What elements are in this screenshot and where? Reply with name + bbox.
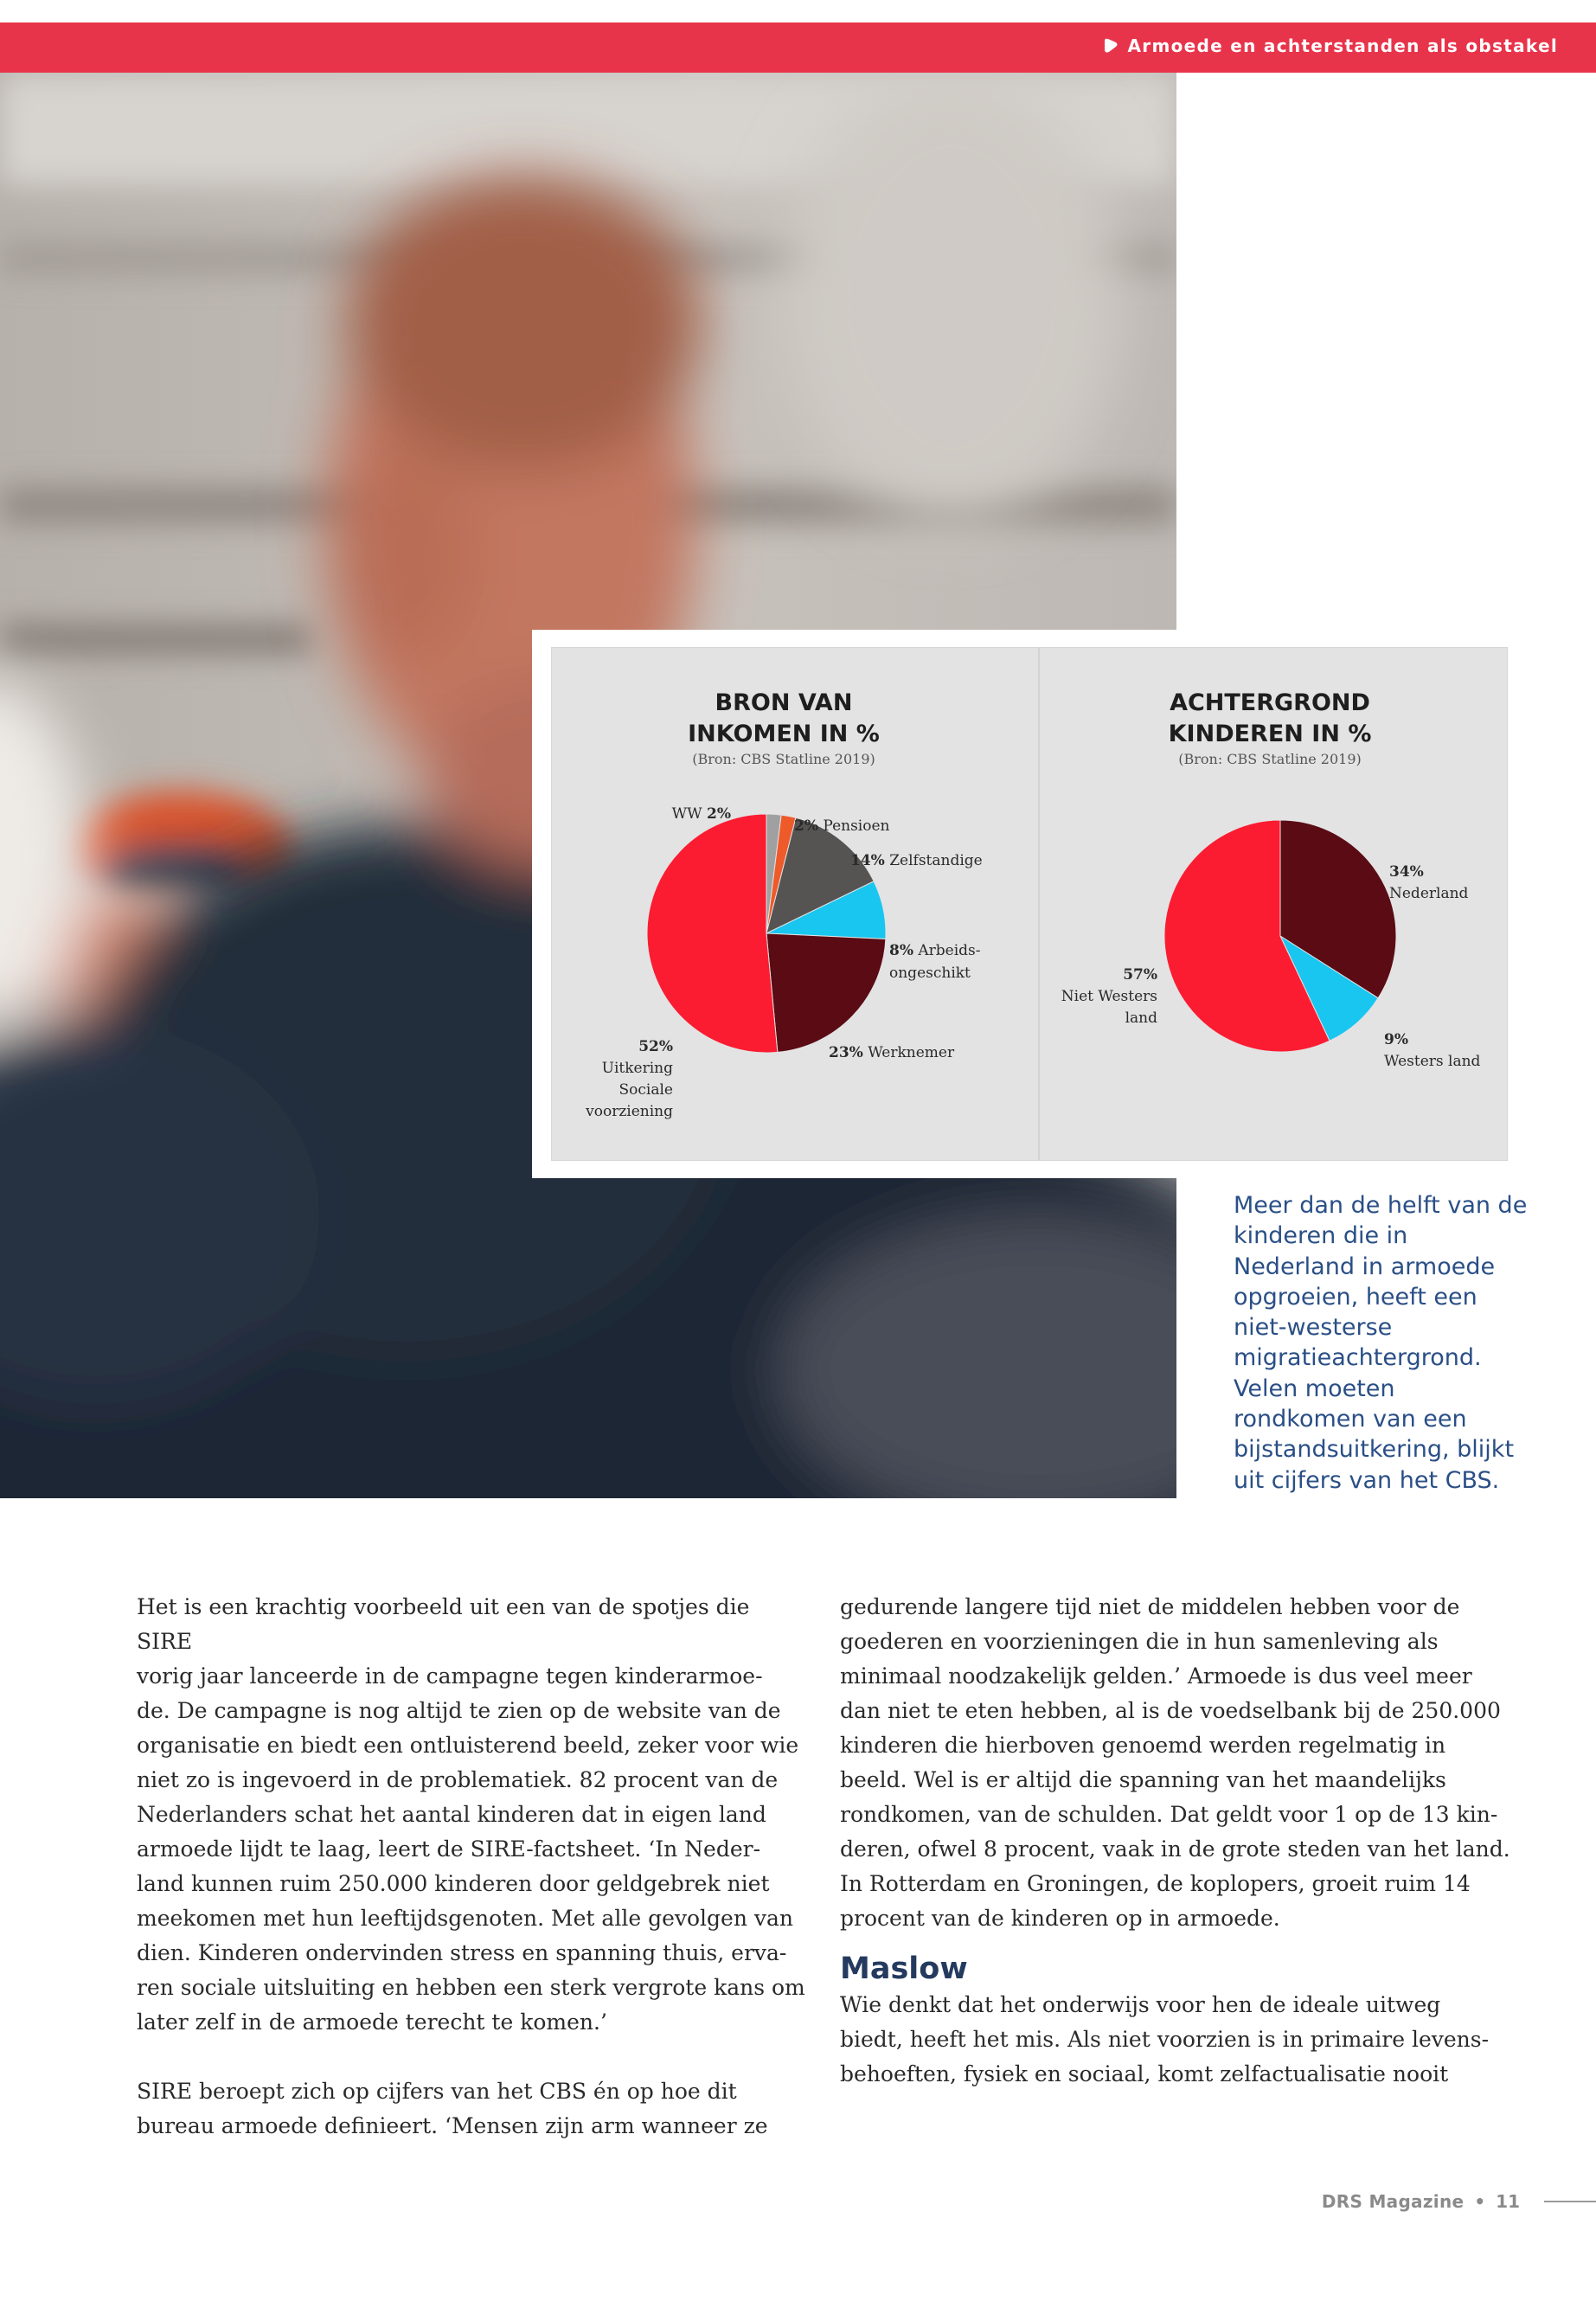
label-westers-value: 9% [1384,1031,1408,1048]
article-column-left [137,1590,811,2144]
page-footer [1322,2189,1596,2214]
section-title: Armoede en achterstanden als obstakel [1127,35,1558,56]
chart2-title-line2: KINDEREN IN % [1168,721,1372,747]
infographic-frame [532,630,1522,1178]
footer-separator: • [1474,2191,1486,2212]
pie-slice-werknemer [766,933,886,1052]
label-niet-westers-line1: Niet Westers [1061,988,1157,1005]
pie-charts [552,648,1509,1162]
chart1-source: (Bron: CBS Statline 2019) [692,751,875,767]
footer-rule [1544,2201,1596,2202]
label-werknemer: 23% Werknemer [829,1044,955,1061]
label-uitkering-line2: Sociale [619,1081,673,1099]
article-column-right [840,1590,1523,2092]
pie-slice-uitkering-sociale-voorziening [647,814,778,1053]
paragraph: SIRE beroept zich op cijfers van het CBS én op hoe dit bureau armoede definieert. ‘Mensen zijn arm wanneer ze [137,2079,768,2138]
infographic-panel [551,647,1508,1161]
label-arbeidsongeschikt-line2: ongeschikt [889,965,971,982]
page-number: 11 [1496,2191,1520,2212]
section-label [1102,35,1558,56]
label-uitkering-line1: Uitkering [601,1060,673,1077]
label-uitkering-value: 52% [638,1038,673,1055]
label-nederland-value: 34% [1389,863,1424,881]
paragraph: gedurende langere tijd niet de middelen hebben voor de goederen en voorzieningen die in hun samenleving als minimaal noodzakelijk gelden.’ Armoede is dus veel meer dan niet te eten hebben, al is de voedselbank bij de 250.000 kinderen die hierboven genoemd werden regelmatig in beeld. Wel is er altijd die spanning van het maandelijks rondkomen, van de schulden. Dat geldt voor 1 op de 13 kin- deren, ofwel 8 procent, vaak in de grote steden van het land. In Rotterdam en Groningen, de koplopers, groeit ruim 14 procent van de kinderen op in armoede. [840,1594,1510,1931]
label-arbeidsongeschikt: 8% Arbeids- [889,942,981,959]
label-westers: Westers land [1384,1053,1481,1070]
chart1-title-line1: BRON VAN [715,689,853,716]
label-zelfstandige: 14% Zelfstandige [850,852,983,869]
label-nederland: Nederland [1389,885,1469,902]
label-pensioen: 2% Pensioen [794,817,890,835]
chart1-pie [647,814,886,1053]
paragraph: Het is een krachtig voorbeeld uit een van de spotjes die SIRE vorig jaar lanceerde in de campagne tegen kinderarmoe- de. De campagne is nog altijd te zien op de website van de organisatie en biedt een ontluisterend beeld, zeker voor wie niet zo is ingevoerd in de problematiek. 82 procent van de Nederlanders schat het aantal kinderen dat in eigen land armoede lijdt te laag, leert de SIRE-factsheet. ‘In Neder- land kunnen ruim 250.000 kinderen door geldgebrek niet meekomen met hun leeftijdsgenoten. Met alle gevolgen van dien. Kinderen ondervinden stress en spanning thuis, erva- ren sociale uitsluiting en hebben een sterk vergrote kans om later zelf in de armoede terecht te komen.’ [137,1594,805,2035]
chart1-title-line2: INKOMEN IN % [688,721,880,747]
chart2-source: (Bron: CBS Statline 2019) [1178,751,1362,767]
label-niet-westers-line2: land [1125,1009,1157,1027]
bullet-icon [1102,37,1119,54]
label-ww: WW 2% [671,805,731,823]
photo-caption: Meer dan de helft van de kinderen die in Nederland in armoede opgroeien, heeft een niet-westerse migratieachtergrond. Velen moeten rondkomen van een bijstandsuitkering, blijkt uit cijfers van het CBS. [1234,1192,1528,1494]
chart2-pie [1164,820,1396,1052]
chart2-title-line1: ACHTERGROND [1170,689,1370,716]
section-heading: Maslow [840,1952,968,1986]
label-niet-westers-value: 57% [1123,966,1157,984]
label-uitkering-line3: voorziening [586,1103,673,1120]
publication-name: DRS Magazine [1321,2191,1465,2212]
section-header-bar [0,22,1596,73]
paragraph: Wie denkt dat het onderwijs voor hen de ideale uitweg biedt, heeft het mis. Als niet voorzien is in primaire levens- behoeften, fysiek en sociaal, komt zelfactualisatie nooit [840,1992,1490,2086]
